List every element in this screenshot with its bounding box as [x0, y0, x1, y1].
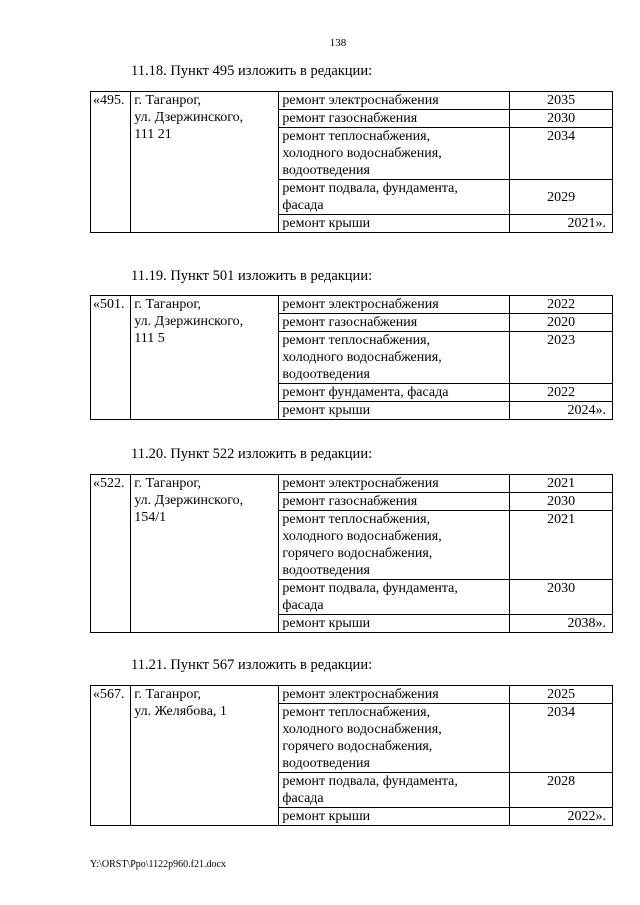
section-heading-11-21: 11.21. Пункт 567 изложить в редакции: [131, 657, 373, 673]
work-cell [279, 92, 510, 110]
item-table-567 [90, 685, 613, 826]
address-line: ул. Дзержинского, [134, 314, 244, 329]
work-line: холодного водоснабжения, [282, 146, 442, 161]
work-line: ремонт подвала, фундамента, [282, 581, 458, 596]
work-line: ремонт крыши [282, 616, 371, 631]
item-number: «501. [91, 296, 131, 420]
year-cell: 2034 [510, 128, 613, 180]
address-line: г. Таганрог, [134, 93, 201, 108]
work-line: ремонт крыши [282, 809, 371, 824]
work-cell [279, 384, 510, 402]
table-row [91, 475, 613, 493]
item-table-522 [90, 474, 613, 633]
file-path-footer: Y:\ORST\Ppo\1122p960.f21.docx [90, 859, 226, 870]
year-cell: 2023 [510, 332, 613, 384]
work-line: ремонт фундамента, фасада [282, 385, 449, 400]
year-cell: 2038». [510, 615, 613, 633]
item-table-495 [90, 91, 613, 233]
work-line: водоотведения [282, 367, 370, 382]
work-line: ремонт электроснабжения [282, 476, 439, 491]
work-line: фасада [282, 791, 324, 806]
year-cell: 2030 [510, 110, 613, 128]
work-line: ремонт теплоснабжения, [282, 512, 431, 527]
work-line: ремонт крыши [282, 403, 371, 418]
work-line: фасада [282, 198, 324, 213]
work-cell [279, 773, 510, 808]
work-line: ремонт электроснабжения [282, 297, 439, 312]
year-cell: 2024». [510, 402, 613, 420]
year-cell: 2021». [510, 215, 613, 233]
page-number: 138 [329, 37, 347, 49]
work-line: холодного водоснабжения, [282, 529, 442, 544]
address-cell [131, 475, 279, 633]
address-line: ул. Желябова, 1 [134, 704, 227, 719]
work-line: ремонт подвала, фундамента, [282, 181, 458, 196]
table-row [91, 686, 613, 704]
work-line: ремонт теплоснабжения, [282, 705, 431, 720]
item-number: «495. [91, 92, 131, 233]
address-line: г. Таганрог, [134, 297, 201, 312]
year-cell: 2020 [510, 314, 613, 332]
year-cell: 2030 [510, 580, 613, 615]
work-line: ремонт электроснабжения [282, 687, 439, 702]
work-cell [279, 580, 510, 615]
work-cell [279, 511, 510, 580]
work-cell [279, 402, 510, 420]
work-cell [279, 110, 510, 128]
work-line: водоотведения [282, 756, 370, 771]
work-line: ремонт газоснабжения [282, 494, 418, 509]
year-cell: 2022». [510, 808, 613, 826]
work-cell [279, 215, 510, 233]
table-row [91, 92, 613, 110]
section-heading-11-20: 11.20. Пункт 522 изложить в редакции: [131, 446, 373, 462]
work-line: холодного водоснабжения, [282, 350, 442, 365]
work-cell [279, 332, 510, 384]
year-cell: 2021 [510, 511, 613, 580]
work-line: водоотведения [282, 563, 370, 578]
year-cell: 2021 [510, 475, 613, 493]
year-cell: 2025 [510, 686, 613, 704]
work-cell [279, 493, 510, 511]
work-cell [279, 686, 510, 704]
year-cell: 2028 [510, 773, 613, 808]
section-heading-11-18: 11.18. Пункт 495 изложить в редакции: [131, 63, 373, 79]
year-cell: 2035 [510, 92, 613, 110]
work-line: горячего водоснабжения, [282, 739, 433, 754]
address-cell [131, 296, 279, 420]
work-line: ремонт газоснабжения [282, 111, 418, 126]
address-line: 111 21 [134, 127, 172, 142]
work-cell [279, 704, 510, 773]
address-line: ул. Дзержинского, [134, 110, 244, 125]
work-cell [279, 314, 510, 332]
item-number: «522. [91, 475, 131, 633]
item-table-501 [90, 295, 613, 420]
work-line: холодного водоснабжения, [282, 722, 442, 737]
item-number: «567. [91, 686, 131, 826]
address-line: 111 5 [134, 331, 165, 346]
address-line: 154/1 [134, 510, 167, 525]
address-cell [131, 686, 279, 826]
work-line: ремонт крыши [282, 216, 371, 231]
year-cell: 2034 [510, 704, 613, 773]
work-cell [279, 808, 510, 826]
year-cell: 2029 [510, 180, 613, 215]
table-row [91, 296, 613, 314]
work-cell [279, 475, 510, 493]
work-line: ремонт электроснабжения [282, 93, 439, 108]
work-line: водоотведения [282, 163, 370, 178]
work-cell [279, 128, 510, 180]
work-line: ремонт подвала, фундамента, [282, 774, 458, 789]
year-cell: 2030 [510, 493, 613, 511]
year-cell: 2022 [510, 296, 613, 314]
address-cell [131, 92, 279, 233]
work-line: фасада [282, 598, 324, 613]
work-cell [279, 180, 510, 215]
work-cell [279, 615, 510, 633]
work-cell [279, 296, 510, 314]
year-cell: 2022 [510, 384, 613, 402]
address-line: ул. Дзержинского, [134, 493, 244, 508]
section-heading-11-19: 11.19. Пункт 501 изложить в редакции: [131, 268, 373, 284]
work-line: ремонт газоснабжения [282, 315, 418, 330]
address-line: г. Таганрог, [134, 476, 201, 491]
work-line: ремонт теплоснабжения, [282, 333, 431, 348]
work-line: горячего водоснабжения, [282, 546, 433, 561]
address-line: г. Таганрог, [134, 687, 201, 702]
work-line: ремонт теплоснабжения, [282, 129, 431, 144]
